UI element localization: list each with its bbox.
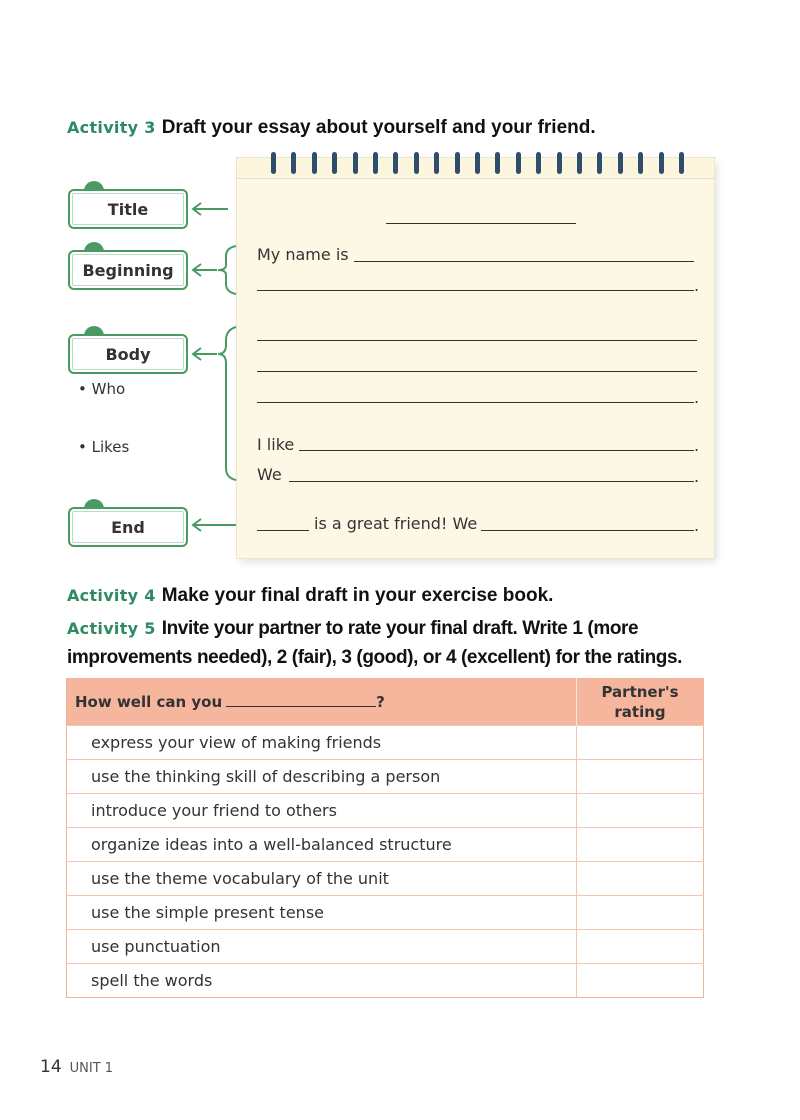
table-row [67, 726, 704, 760]
period: . [694, 467, 700, 486]
row-skill: introduce your friend to others [67, 794, 577, 828]
header-how-well: How well can you ? [67, 679, 577, 726]
table-row [67, 862, 704, 896]
period: . [694, 436, 700, 455]
header-blank [226, 694, 376, 707]
activity-4-label: Activity 4 [67, 586, 156, 605]
row-skill: use the thinking skill of describing a person [67, 760, 577, 794]
period: . [694, 388, 700, 407]
activity-5-text: Invite your partner to rate your final draft. Write 1 (more improvements needed), 2 (fair), 3 (good), or 4 (excellent) for the ratings. [67, 618, 683, 668]
rating-cell[interactable] [577, 760, 704, 794]
table-header-row [67, 679, 704, 726]
bullet-likes: • Likes [78, 438, 130, 456]
bullet-who: • Who [78, 380, 126, 398]
rating-cell[interactable] [577, 726, 704, 760]
row-skill: use the theme vocabulary of the unit [67, 862, 577, 896]
row-skill: use punctuation [67, 930, 577, 964]
activity-4-text: Make your final draft in your exercise book. [161, 585, 554, 606]
table-row [67, 964, 704, 998]
rating-cell[interactable] [577, 828, 704, 862]
activity-5-label: Activity 5 [67, 619, 156, 638]
we-text: We [257, 465, 282, 484]
period: . [694, 516, 700, 535]
rating-cell[interactable] [577, 930, 704, 964]
table-row [67, 828, 704, 862]
rating-cell[interactable] [577, 794, 704, 828]
table-row [67, 896, 704, 930]
beginning-tag: Beginning [68, 250, 188, 290]
i-like-text: I like [257, 435, 295, 454]
table-row [67, 760, 704, 794]
rating-cell[interactable] [577, 896, 704, 930]
row-skill: spell the words [67, 964, 577, 998]
rating-cell[interactable] [577, 964, 704, 998]
header-partners-rating: Partner's rating [577, 679, 704, 726]
row-skill: use the simple present tense [67, 896, 577, 930]
end-tag: End [68, 507, 188, 547]
page-footer [40, 1057, 113, 1077]
my-name-is-text: My name is [257, 245, 349, 264]
title-tag: Title [68, 189, 188, 229]
page-number: 14 [40, 1057, 62, 1077]
row-skill: express your view of making friends [67, 726, 577, 760]
unit-label: UNIT 1 [69, 1061, 114, 1076]
body-brace [218, 327, 236, 480]
great-friend-text: is a great friend! We [314, 514, 478, 533]
row-skill: organize ideas into a well-balanced structure [67, 828, 577, 862]
rating-table [66, 678, 704, 998]
table-row [67, 794, 704, 828]
body-tag: Body [68, 334, 188, 374]
activity-5-heading [67, 614, 727, 672]
period: . [694, 276, 700, 295]
beginning-brace [218, 246, 236, 294]
activity-3-label: Activity 3 [67, 118, 156, 137]
activity-3-text: Draft your essay about yourself and your friend. [161, 117, 596, 138]
table-row [67, 930, 704, 964]
rating-cell[interactable] [577, 862, 704, 896]
activity-4-heading [67, 585, 553, 607]
